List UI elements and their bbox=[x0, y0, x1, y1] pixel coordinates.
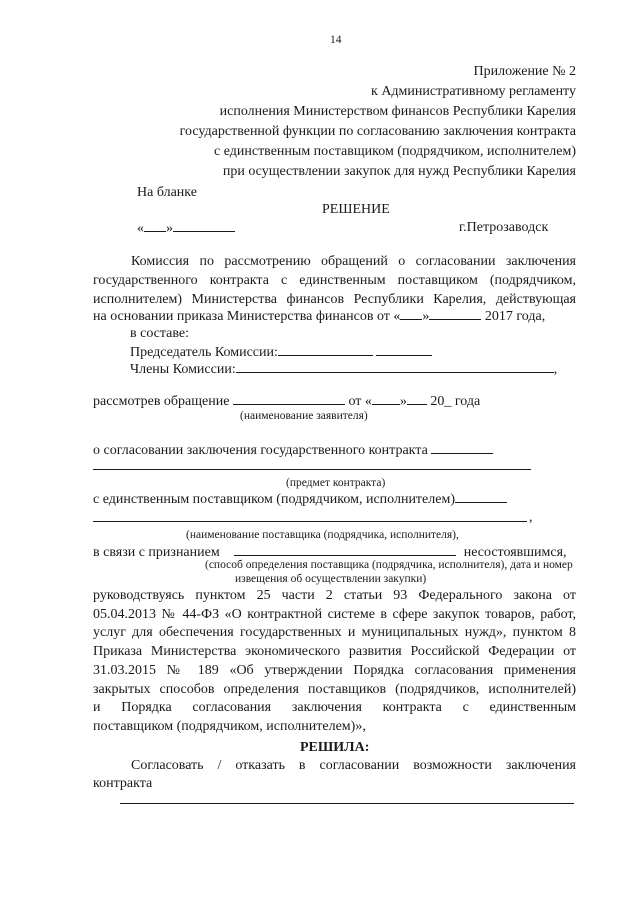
on-blank-label: На бланке bbox=[137, 185, 197, 200]
recognition-end: несостоявшимся, bbox=[463, 545, 567, 560]
commission-paragraph bbox=[93, 252, 576, 309]
review-label: рассмотрев обращение bbox=[93, 394, 230, 409]
contract-line bbox=[93, 441, 493, 459]
document-title: РЕШЕНИЕ bbox=[322, 202, 390, 217]
appendix-line: к Административному регламенту bbox=[371, 84, 576, 99]
order-line-start: на основании приказа Министерства финансов от « bbox=[93, 309, 401, 324]
review-from-quote: » bbox=[399, 394, 407, 409]
commission-line: исполнителем) Министерства финансов Республики Карелия, действующая bbox=[93, 292, 576, 307]
appendix-line: исполнения Министерством финансов Республики Карелия bbox=[219, 104, 576, 119]
city: г.Петрозаводск bbox=[459, 220, 549, 235]
legal-basis-line: Приказа Министерства экономического развития Российской Федерации от bbox=[93, 644, 576, 660]
chair-label: Председатель Комиссии: bbox=[130, 345, 278, 360]
review-from-label: от « bbox=[348, 394, 372, 409]
legal-basis-line: руководствуясь пунктом 25 части 2 статьи 93 Федерального закона от bbox=[93, 588, 576, 603]
legal-basis-last-line: поставщиком (подрядчиком, исполнителем)», bbox=[93, 719, 366, 734]
recognition-caption-line1: (способ определения поставщика (подрядчика, исполнителя), дата и номер bbox=[205, 559, 573, 571]
appendix-block bbox=[180, 62, 576, 182]
legal-basis-line: услуг для обеспечения государственных и муниципальных нужд», пунктом 8 bbox=[93, 625, 576, 641]
date-quote-close: » bbox=[166, 221, 173, 236]
appendix-line: государственной функции по согласованию заключения контракта bbox=[179, 124, 576, 139]
page-number: 14 bbox=[330, 34, 342, 46]
decision-rule bbox=[120, 803, 574, 804]
supplier-label: с единственным поставщиком (подрядчиком, исполнителем) bbox=[93, 492, 455, 507]
appendix-line: с единственным поставщиком (подрядчиком, исполнителем) bbox=[214, 144, 576, 159]
commission-line: государственного контракта с единственным поставщиком (подрядчиком, bbox=[93, 273, 576, 288]
chair-line bbox=[130, 343, 432, 361]
legal-basis-paragraph bbox=[93, 587, 576, 718]
members-label: Члены Комиссии: bbox=[130, 362, 236, 377]
appendix-line: при осуществлении закупок для нужд Республики Карелия bbox=[222, 164, 576, 179]
review-year-label: 20_ года bbox=[430, 394, 481, 409]
legal-basis-line: 05.04.2013 № 44-ФЗ «О контрактной системе в сфере закупок товаров, работ, bbox=[93, 606, 576, 622]
decision-line1-text: Согласовать / отказать в согласовании возможности заключения bbox=[131, 758, 576, 773]
applicant-caption: (наименование заявителя) bbox=[240, 410, 368, 422]
contract-subject-rule bbox=[93, 469, 531, 470]
date-quote-open: « bbox=[137, 221, 144, 236]
decision-line1 bbox=[93, 757, 576, 774]
composition-label: в составе: bbox=[130, 326, 190, 341]
supplier-caption: (наименование поставщика (подрядчика, исполнителя), bbox=[186, 529, 459, 541]
legal-basis-line: 31.03.2015 № 189 «Об утверждении Порядка согласования применения bbox=[93, 662, 576, 678]
commission-line: Комиссия по рассмотрению обращений о согласовании заключения bbox=[131, 254, 576, 269]
order-line-quote: » bbox=[422, 309, 430, 324]
supplier-line bbox=[93, 490, 507, 508]
subject-caption: (предмет контракта) bbox=[286, 477, 386, 489]
supplier-rule bbox=[93, 521, 527, 522]
decision-title: РЕШИЛА: bbox=[300, 740, 370, 755]
legal-basis-line: закрытых способов определения поставщиков (подрядчиков, исполнителей) bbox=[93, 681, 576, 697]
order-line-end: 2017 года, bbox=[484, 309, 546, 324]
contract-label: о согласовании заключения государственного контракта bbox=[93, 443, 428, 458]
supplier-rule-comma: , bbox=[529, 510, 533, 525]
date-field bbox=[137, 219, 235, 237]
recognition-caption-line2: извещения об осуществлении закупки) bbox=[235, 573, 427, 585]
decision-line2: контракта bbox=[93, 776, 153, 791]
appendix-title: Приложение № 2 bbox=[473, 64, 576, 79]
legal-basis-line: и Порядка согласования заключения контракта с единственным bbox=[93, 700, 576, 716]
order-line bbox=[93, 307, 545, 325]
recognition-label: в связи с признанием bbox=[93, 545, 220, 560]
members-line: Члены Комиссии: , bbox=[130, 362, 558, 377]
